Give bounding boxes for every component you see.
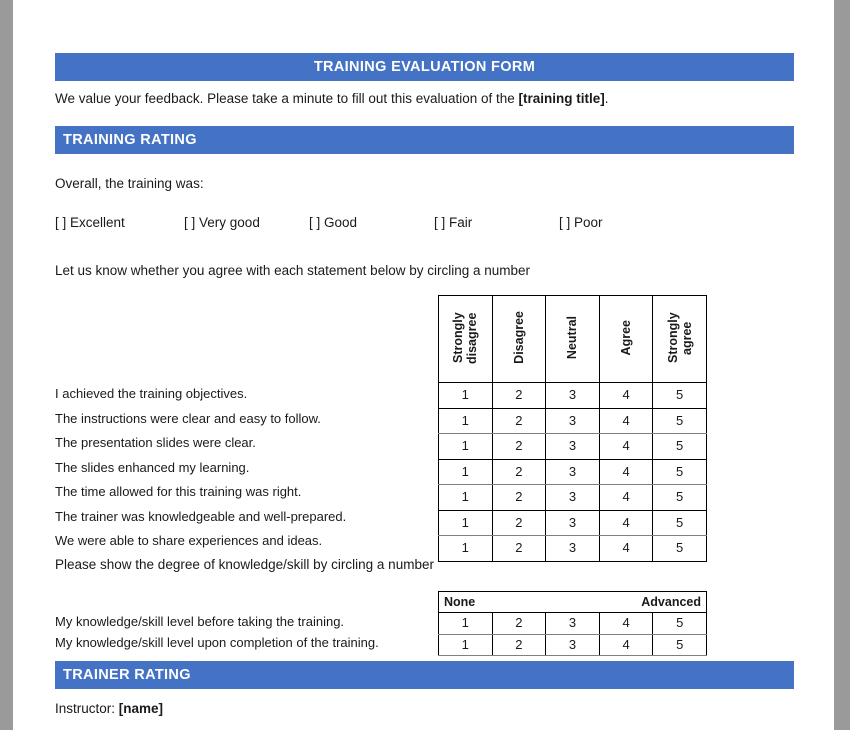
rating-cell[interactable]: 3 <box>546 459 600 485</box>
overall-option-good[interactable] <box>309 215 357 230</box>
checkbox-excellent[interactable]: [ ] <box>55 215 67 230</box>
overall-rating-label-text: Overall, the training was: <box>55 176 204 191</box>
rating-cell[interactable]: 5 <box>653 434 707 460</box>
scale-header-strongly-disagree-label: Strongly disagree <box>451 311 480 364</box>
rating-cell[interactable]: 5 <box>653 408 707 434</box>
rating-cell[interactable]: 3 <box>546 408 600 434</box>
overall-rating-label <box>55 175 794 192</box>
knowledge-rating-cell[interactable]: 3 <box>546 613 600 635</box>
rating-cell[interactable]: 2 <box>492 434 546 460</box>
overall-option-fair[interactable] <box>434 215 472 230</box>
rating-cell[interactable]: 1 <box>439 536 493 562</box>
knowledge-statement-list <box>55 612 435 653</box>
trainer-rating-heading-label: TRAINER RATING <box>63 667 191 683</box>
agreement-statement-list <box>55 382 435 554</box>
rating-cell[interactable]: 2 <box>492 383 546 409</box>
rating-cell[interactable]: 3 <box>546 383 600 409</box>
rating-cell[interactable]: 2 <box>492 485 546 511</box>
knowledge-matrix <box>55 591 794 653</box>
overall-option-fair-label: Fair <box>449 215 473 230</box>
table-row <box>439 536 707 562</box>
knowledge-scale-table <box>438 591 707 656</box>
intro-text-prefix: We value your feedback. Please take a minute to fill out this evaluation of the <box>55 91 519 106</box>
agreement-scale-header-row <box>439 296 707 383</box>
rating-cell[interactable]: 3 <box>546 485 600 511</box>
knowledge-rating-cell[interactable]: 2 <box>492 613 546 635</box>
overall-option-very-good-label: Very good <box>199 215 260 230</box>
rating-cell[interactable]: 4 <box>599 485 653 511</box>
overall-option-good-label: Good <box>324 215 358 230</box>
knowledge-rating-cell[interactable]: 5 <box>653 634 707 656</box>
scale-header-strongly-agree <box>653 296 707 383</box>
rating-cell[interactable]: 2 <box>492 510 546 536</box>
checkbox-good[interactable]: [ ] <box>309 215 321 230</box>
rating-cell[interactable]: 1 <box>439 408 493 434</box>
page-content <box>55 0 794 717</box>
agreement-statement: We were able to share experiences and ideas. <box>55 533 323 548</box>
agreement-statement: The presentation slides were clear. <box>55 435 256 450</box>
rating-cell[interactable]: 1 <box>439 459 493 485</box>
table-row <box>439 408 707 434</box>
knowledge-scale-header-row <box>439 592 707 613</box>
knowledge-scale-high-label: Advanced <box>641 595 702 609</box>
checkbox-poor[interactable]: [ ] <box>559 215 571 230</box>
rating-cell[interactable]: 1 <box>439 485 493 511</box>
agreement-matrix <box>55 295 794 555</box>
table-row <box>439 613 707 635</box>
knowledge-rating-cell[interactable]: 5 <box>653 613 707 635</box>
overall-option-poor-label: Poor <box>574 215 603 230</box>
agreement-statement: The trainer was knowledgeable and well-prepared. <box>55 508 347 524</box>
scale-header-agree <box>599 296 653 383</box>
document-page <box>13 0 834 730</box>
knowledge-rating-cell[interactable]: 4 <box>599 634 653 656</box>
knowledge-instruction-text: Please show the degree of knowledge/skill by circling a number <box>55 557 434 572</box>
agreement-instruction <box>55 262 794 279</box>
instructor-name-placeholder: [name] <box>118 701 164 716</box>
rating-cell[interactable]: 3 <box>546 536 600 562</box>
agreement-statement: The instructions were clear and easy to follow. <box>55 410 321 426</box>
instructor-line <box>55 700 794 717</box>
rating-cell[interactable]: 5 <box>653 510 707 536</box>
checkbox-fair[interactable]: [ ] <box>434 215 446 230</box>
form-title-bar <box>55 53 794 81</box>
scale-header-disagree-label: Disagree <box>511 311 526 364</box>
rating-cell[interactable]: 5 <box>653 383 707 409</box>
agreement-statement: The slides enhanced my learning. <box>55 459 250 475</box>
table-row <box>439 485 707 511</box>
rating-cell[interactable]: 4 <box>599 459 653 485</box>
rating-cell[interactable]: 5 <box>653 485 707 511</box>
scale-header-agree-label: Agree <box>619 319 634 356</box>
checkbox-very-good[interactable]: [ ] <box>184 215 196 230</box>
knowledge-statement: My knowledge/skill level upon completion of the training. <box>55 634 379 650</box>
training-title-placeholder: [training title] <box>518 91 605 106</box>
scale-header-strongly-agree-label: Strongly agree <box>665 312 694 363</box>
rating-cell[interactable]: 2 <box>492 459 546 485</box>
knowledge-scale-endpoints <box>439 592 707 613</box>
form-title: TRAINING EVALUATION FORM <box>313 59 536 75</box>
agreement-statement: I achieved the training objectives. <box>55 386 248 401</box>
rating-cell[interactable]: 1 <box>439 434 493 460</box>
overall-option-poor[interactable] <box>559 215 603 230</box>
table-row <box>439 383 707 409</box>
table-row <box>439 634 707 656</box>
scale-header-neutral-label: Neutral <box>565 315 580 360</box>
agreement-statement: The time allowed for this training was right. <box>55 484 302 499</box>
knowledge-rating-cell[interactable]: 2 <box>492 634 546 656</box>
intro-text-suffix: . <box>604 91 609 106</box>
knowledge-rating-cell[interactable]: 4 <box>599 613 653 635</box>
rating-cell[interactable]: 1 <box>439 383 493 409</box>
training-rating-heading-label: TRAINING RATING <box>63 132 197 148</box>
agreement-scale-table <box>438 295 707 562</box>
knowledge-rating-cell[interactable]: 1 <box>439 613 493 635</box>
rating-cell[interactable]: 4 <box>599 536 653 562</box>
rating-cell[interactable]: 4 <box>599 408 653 434</box>
table-row <box>439 434 707 460</box>
rating-cell[interactable]: 2 <box>492 536 546 562</box>
table-row <box>439 510 707 536</box>
rating-cell[interactable]: 2 <box>492 408 546 434</box>
scale-header-disagree <box>492 296 546 383</box>
rating-cell[interactable]: 4 <box>599 510 653 536</box>
rating-cell[interactable]: 3 <box>546 510 600 536</box>
intro-paragraph <box>55 90 794 107</box>
rating-cell[interactable]: 3 <box>546 434 600 460</box>
scale-header-strongly-disagree <box>439 296 493 383</box>
overall-rating-options <box>55 215 794 233</box>
rating-cell[interactable]: 4 <box>599 383 653 409</box>
table-row <box>439 459 707 485</box>
overall-option-excellent-label: Excellent <box>70 215 125 230</box>
knowledge-rating-cell[interactable]: 3 <box>546 634 600 656</box>
overall-option-very-good[interactable] <box>184 215 260 230</box>
rating-cell[interactable]: 5 <box>653 536 707 562</box>
rating-cell[interactable]: 5 <box>653 459 707 485</box>
scale-header-neutral <box>546 296 600 383</box>
section-heading-training-rating <box>55 126 794 154</box>
overall-option-excellent[interactable] <box>55 215 125 230</box>
rating-cell[interactable]: 4 <box>599 434 653 460</box>
knowledge-statement: My knowledge/skill level before taking the training. <box>55 614 345 629</box>
agreement-instruction-text: Let us know whether you agree with each statement below by circling a number <box>55 263 531 278</box>
knowledge-scale-low-label: None <box>444 595 476 609</box>
rating-cell[interactable]: 1 <box>439 510 493 536</box>
knowledge-rating-cell[interactable]: 1 <box>439 634 493 656</box>
instructor-label: Instructor: <box>55 701 119 716</box>
section-heading-trainer-rating <box>55 661 794 689</box>
